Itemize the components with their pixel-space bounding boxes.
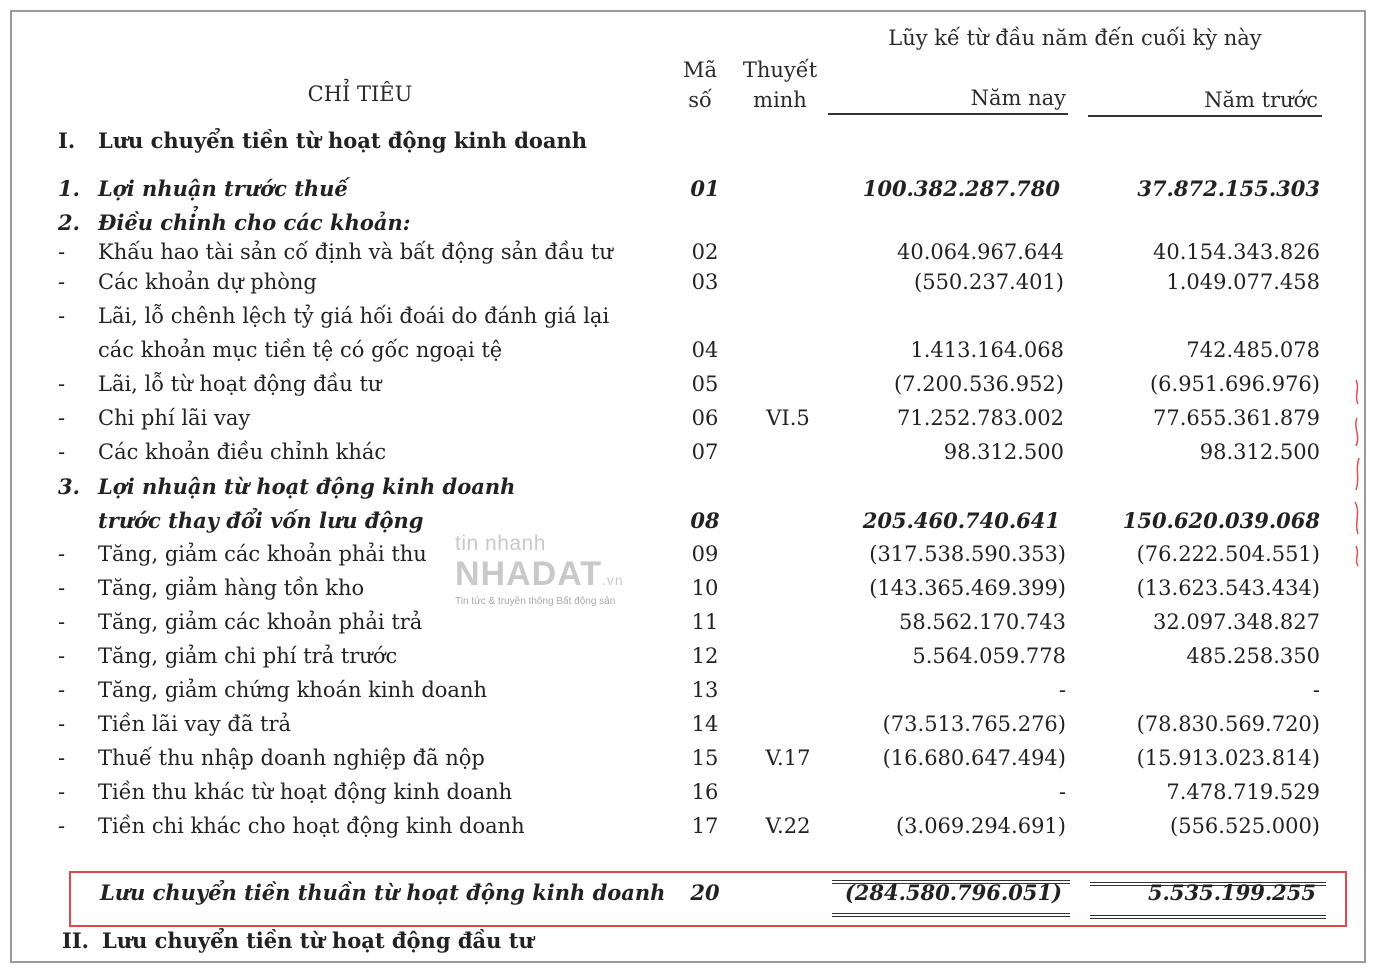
table-row [0, 440, 1379, 474]
row-previous-year: 32.097.348.827 [1153, 610, 1320, 634]
row-code: 01 [690, 176, 720, 201]
row-code: 02 [691, 240, 719, 264]
row-label: Khấu hao tài sản cố định và bất động sản đầu tư [98, 240, 613, 264]
row-current-year: (3.069.294.691) [895, 814, 1066, 838]
row-number: - [58, 746, 66, 770]
row-note: VI.5 [766, 406, 810, 430]
row-code: 05 [691, 372, 719, 396]
note-header-line2: minh [753, 88, 807, 112]
row-current-year: (16.680.647.494) [882, 746, 1066, 770]
row-code: 11 [691, 610, 719, 634]
row-label: Thuế thu nhập doanh nghiệp đã nộp [98, 746, 485, 770]
row-note: V.22 [765, 814, 811, 838]
table-row [0, 746, 1379, 780]
row-code: 14 [691, 712, 719, 736]
row-previous-year: 77.655.361.879 [1153, 406, 1320, 430]
row-label: Tăng, giảm các khoản phải thu [98, 542, 427, 566]
next-section-label: Lưu chuyển tiền từ hoạt động đầu tư [102, 928, 534, 953]
row-number: - [58, 678, 66, 702]
row-code: 03 [691, 270, 719, 294]
row-code: 08 [690, 508, 720, 533]
row-code: 07 [691, 440, 719, 464]
next-section-row [0, 928, 1379, 962]
table-row [0, 542, 1379, 576]
row-previous-year: 7.478.719.529 [1166, 780, 1320, 804]
total-previous: 5.535.199.255 [1147, 880, 1316, 905]
row-code: 09 [691, 542, 719, 566]
row-previous-year: (556.525.000) [1170, 814, 1320, 838]
row-previous-year: 150.620.039.068 [1122, 508, 1320, 533]
row-label: Tăng, giảm hàng tồn kho [98, 576, 365, 600]
row-number: - [58, 542, 66, 566]
total-current-bottom-line [832, 913, 1070, 917]
row-previous-year: 98.312.500 [1199, 440, 1320, 464]
row-label: Tiền thu khác từ hoạt động kinh doanh [98, 780, 513, 804]
table-row [0, 610, 1379, 644]
row-number: - [58, 440, 66, 464]
row-label: Các khoản dự phòng [98, 270, 317, 294]
watermark-main-text [455, 556, 655, 598]
previous-year-underline [1088, 115, 1322, 117]
table-row [0, 304, 1379, 338]
row-code: 15 [691, 746, 719, 770]
row-label: Các khoản điều chỉnh khác [98, 440, 387, 464]
row-number: 2. [58, 210, 80, 235]
row-current-year: (7.200.536.952) [893, 372, 1064, 396]
row-label: Lợi nhuận từ hoạt động kinh doanh [98, 474, 516, 499]
row-number: - [58, 780, 66, 804]
row-code: 16 [691, 780, 719, 804]
current-year-header: Năm nay [970, 86, 1066, 110]
row-number: - [58, 644, 66, 668]
indicator-header: CHỈ TIÊU [307, 82, 413, 106]
row-label: trước thay đổi vốn lưu động [98, 508, 424, 533]
row-current-year: (143.365.469.399) [869, 576, 1066, 600]
row-label: các khoản mục tiền tệ có gốc ngoại tệ [98, 338, 503, 362]
watermark-suffix: .vn [602, 572, 624, 588]
code-header-line2: số [688, 88, 712, 112]
next-section-number: II. [62, 928, 89, 953]
table-row [0, 814, 1379, 848]
row-code: 10 [691, 576, 719, 600]
row-number: - [58, 406, 66, 430]
note-header [738, 55, 822, 115]
row-previous-year: (15.913.023.814) [1136, 746, 1320, 770]
table-row [0, 474, 1379, 508]
row-label: Lãi, lỗ từ hoạt động đầu tư [98, 372, 382, 396]
row-current-year: (317.538.590.353) [869, 542, 1066, 566]
row-number: - [58, 270, 66, 294]
row-current-year: 205.460.740.641 [862, 508, 1060, 533]
row-label: Lợi nhuận trước thuế [98, 176, 348, 201]
watermark-logo [455, 532, 655, 607]
row-current-year: 98.312.500 [943, 440, 1064, 464]
row-label: Điều chỉnh cho các khoản: [98, 210, 411, 235]
row-previous-year: (13.623.543.434) [1136, 576, 1320, 600]
row-label: Lưu chuyển tiền từ hoạt động kinh doanh [98, 128, 588, 153]
row-code: 12 [691, 644, 719, 668]
table-row [0, 338, 1379, 372]
watermark-top-text: tin nhanh [455, 532, 546, 555]
row-current-year: 71.252.783.002 [897, 406, 1064, 430]
row-number: - [58, 304, 66, 328]
row-current-year: - [1058, 780, 1066, 804]
row-current-year: 40.064.967.644 [897, 240, 1064, 264]
row-label: Tăng, giảm chứng khoán kinh doanh [98, 678, 488, 702]
row-number: 3. [58, 474, 80, 499]
row-label: Chi phí lãi vay [98, 406, 251, 430]
table-row [0, 372, 1379, 406]
row-current-year: 58.562.170.743 [899, 610, 1066, 634]
row-label: Lãi, lỗ chênh lệch tỷ giá hối đoái do đánh giá lại [98, 304, 610, 328]
row-note: V.17 [765, 746, 811, 770]
note-header-line1: Thuyết [742, 58, 818, 82]
row-current-year: 1.413.164.068 [910, 338, 1064, 362]
table-row [0, 678, 1379, 712]
row-code: 04 [691, 338, 719, 362]
table-row [0, 406, 1379, 440]
row-number: - [58, 372, 66, 396]
row-code: 17 [691, 814, 719, 838]
total-label: Lưu chuyển tiền thuần từ hoạt động kinh doanh [100, 880, 666, 905]
row-code: 06 [691, 406, 719, 430]
table-row [0, 712, 1379, 746]
row-number: - [58, 814, 66, 838]
table-row [0, 176, 1379, 210]
row-number: - [58, 240, 66, 264]
row-previous-year: - [1312, 678, 1320, 702]
table-row [0, 128, 1379, 162]
row-previous-year: (78.830.569.720) [1136, 712, 1320, 736]
row-number: I. [58, 128, 76, 153]
row-previous-year: (76.222.504.551) [1136, 542, 1320, 566]
row-current-year: 5.564.059.778 [912, 644, 1066, 668]
row-previous-year: (6.951.696.976) [1149, 372, 1320, 396]
table-row [0, 240, 1379, 274]
row-previous-year: 37.872.155.303 [1137, 176, 1320, 201]
table-row [0, 210, 1379, 244]
row-number: - [58, 576, 66, 600]
table-row [0, 644, 1379, 678]
table-row [0, 576, 1379, 610]
cumulative-header: Lũy kế từ đầu năm đến cuối kỳ này [888, 26, 1262, 50]
table-row [0, 780, 1379, 814]
previous-year-header: Năm trước [1204, 88, 1318, 112]
row-previous-year: 1.049.077.458 [1166, 270, 1320, 294]
current-year-underline [828, 113, 1068, 115]
total-row [0, 880, 1379, 914]
row-previous-year: 742.485.078 [1186, 338, 1320, 362]
code-header-line1: Mã [682, 58, 718, 82]
row-current-year: (550.237.401) [914, 270, 1064, 294]
watermark-brand: NHADAT [455, 555, 603, 593]
row-number: - [58, 610, 66, 634]
total-previous-bottom-line [1090, 915, 1326, 919]
red-stamp-fragment [1350, 378, 1364, 568]
row-label: Tăng, giảm các khoản phải trả [98, 610, 423, 634]
row-previous-year: 40.154.343.826 [1153, 240, 1320, 264]
total-current: (284.580.796.051) [844, 880, 1062, 905]
total-code: 20 [690, 880, 720, 905]
table-row [0, 270, 1379, 304]
row-current-year: - [1058, 678, 1066, 702]
row-current-year: 100.382.287.780 [862, 176, 1060, 201]
row-label: Tiền lãi vay đã trả [98, 712, 292, 736]
row-number: 1. [58, 176, 80, 201]
row-current-year: (73.513.765.276) [882, 712, 1066, 736]
row-number: - [58, 712, 66, 736]
watermark-subtitle: Tin tức & truyền thông Bất động sản [455, 596, 616, 607]
row-previous-year: 485.258.350 [1186, 644, 1320, 668]
table-row [0, 508, 1379, 542]
code-header [678, 55, 722, 115]
row-label: Tiền chi khác cho hoạt động kinh doanh [98, 814, 525, 838]
row-label: Tăng, giảm chi phí trả trước [98, 644, 398, 668]
row-code: 13 [691, 678, 719, 702]
